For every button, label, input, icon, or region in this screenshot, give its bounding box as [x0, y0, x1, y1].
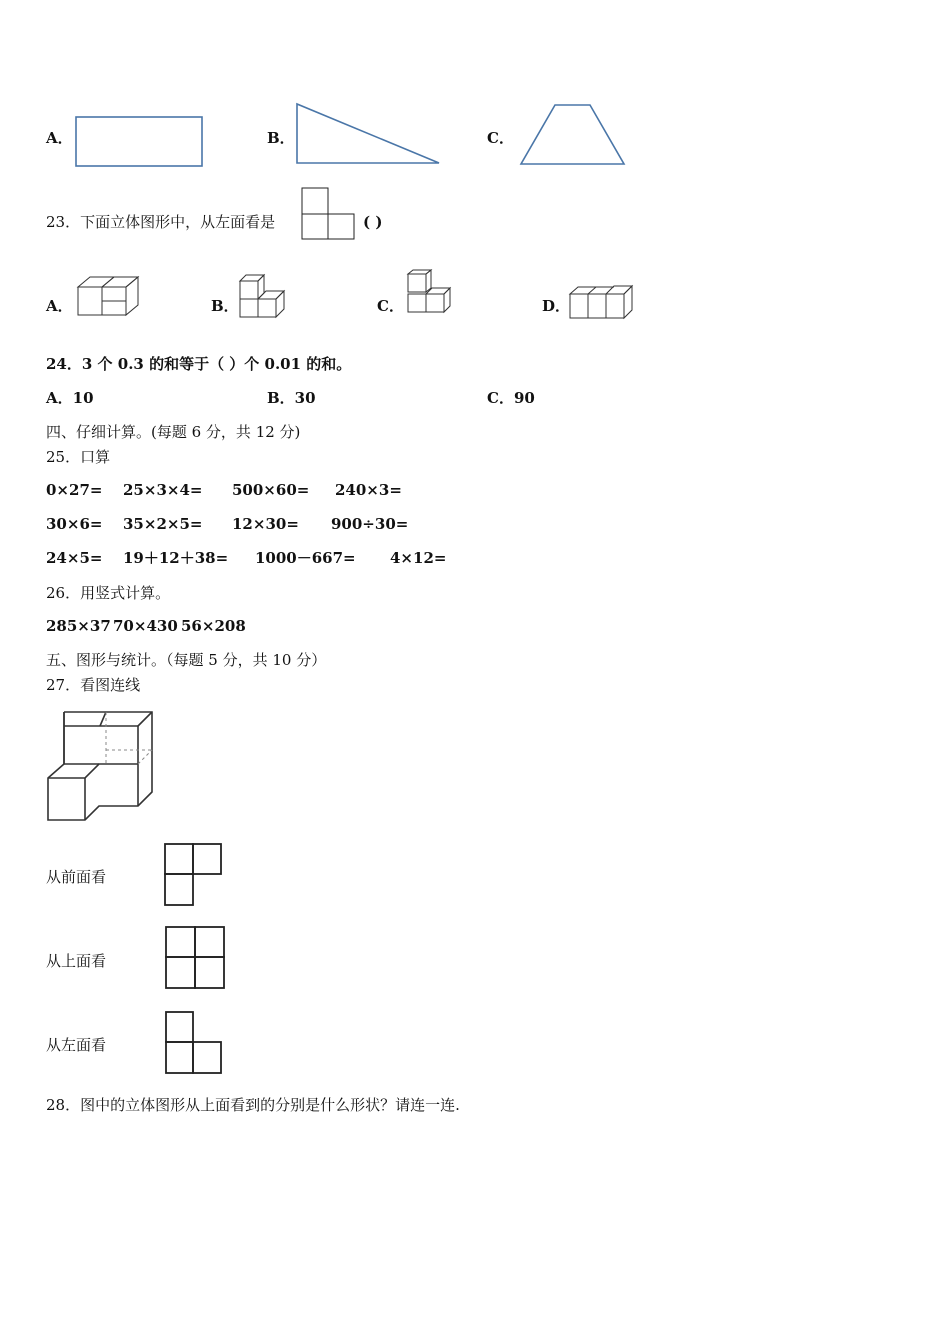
view-shape-left-icon	[162, 1009, 226, 1077]
oral-calc-item: 19＋12＋38=	[123, 549, 229, 567]
view-label-top: 从上面看	[46, 952, 107, 970]
section-4-title: 四、仔细计算。(每题 6 分，共 12 分)	[46, 423, 301, 441]
q23-answer-paren: ( )	[363, 213, 383, 231]
right-triangle-figure	[294, 101, 444, 167]
cube-stack-d-icon	[568, 282, 640, 322]
vertical-calc-item: 70×430	[113, 617, 178, 635]
cube-stack-c-icon	[404, 268, 454, 318]
oral-calc-item: 1000－667=	[255, 549, 356, 567]
view-label-left: 从左面看	[46, 1036, 107, 1054]
q22-option-c-label: C．	[487, 129, 514, 147]
q24-option-c: C．90	[487, 389, 535, 407]
q23-option-a-label: A．	[46, 297, 73, 315]
view-shape-top-icon	[162, 924, 230, 992]
q27-title: 27．看图连线	[46, 676, 141, 694]
oral-calc-item: 25×3×4=	[123, 481, 203, 499]
q25-title: 25．口算	[46, 448, 111, 466]
cube-stack-a-icon	[76, 274, 140, 319]
q23-option-d-label: D．	[542, 297, 571, 315]
oral-calc-item: 900÷30=	[331, 515, 409, 533]
q26-title: 26．用竖式计算。	[46, 584, 171, 602]
q24-stem: 24．3 个 0.3 的和等于（ ）个 0.01 的和。	[46, 355, 352, 373]
q23-stem: 23．下面立体图形中，从左面看是	[46, 213, 276, 231]
q28-title: 28．图中的立体图形从上面看到的分别是什么形状？请连一连.	[46, 1096, 460, 1114]
solid-figure-3d-icon	[44, 706, 160, 826]
oral-calc-item: 4×12=	[390, 549, 447, 567]
view-shape-front-icon	[162, 841, 226, 909]
oral-calc-item: 24×5=	[46, 549, 103, 567]
oral-calc-item: 12×30=	[232, 515, 299, 533]
oral-calc-item: 35×2×5=	[123, 515, 203, 533]
cube-stack-b-icon	[238, 273, 290, 319]
q23-option-b-label: B．	[211, 297, 239, 315]
q23-option-c-label: C．	[377, 297, 404, 315]
q22-option-b-label: B．	[267, 129, 295, 147]
oral-calc-item: 30×6=	[46, 515, 103, 533]
section-5-title: 五、图形与统计。（每题 5 分，共 10 分）	[46, 651, 327, 669]
left-view-shape-icon	[301, 187, 357, 241]
rectangle-figure	[74, 115, 206, 169]
vertical-calc-item: 56×208	[181, 617, 246, 635]
view-label-front: 从前面看	[46, 868, 107, 886]
q22-option-a-label: A．	[46, 129, 73, 147]
oral-calc-item: 0×27=	[46, 481, 103, 499]
oral-calc-item: 240×3=	[335, 481, 402, 499]
vertical-calc-item: 285×37	[46, 617, 111, 635]
q24-option-a: A．10	[46, 389, 94, 407]
trapezoid-figure	[518, 102, 628, 168]
oral-calc-item: 500×60=	[232, 481, 310, 499]
q24-option-b: B．30	[267, 389, 316, 407]
